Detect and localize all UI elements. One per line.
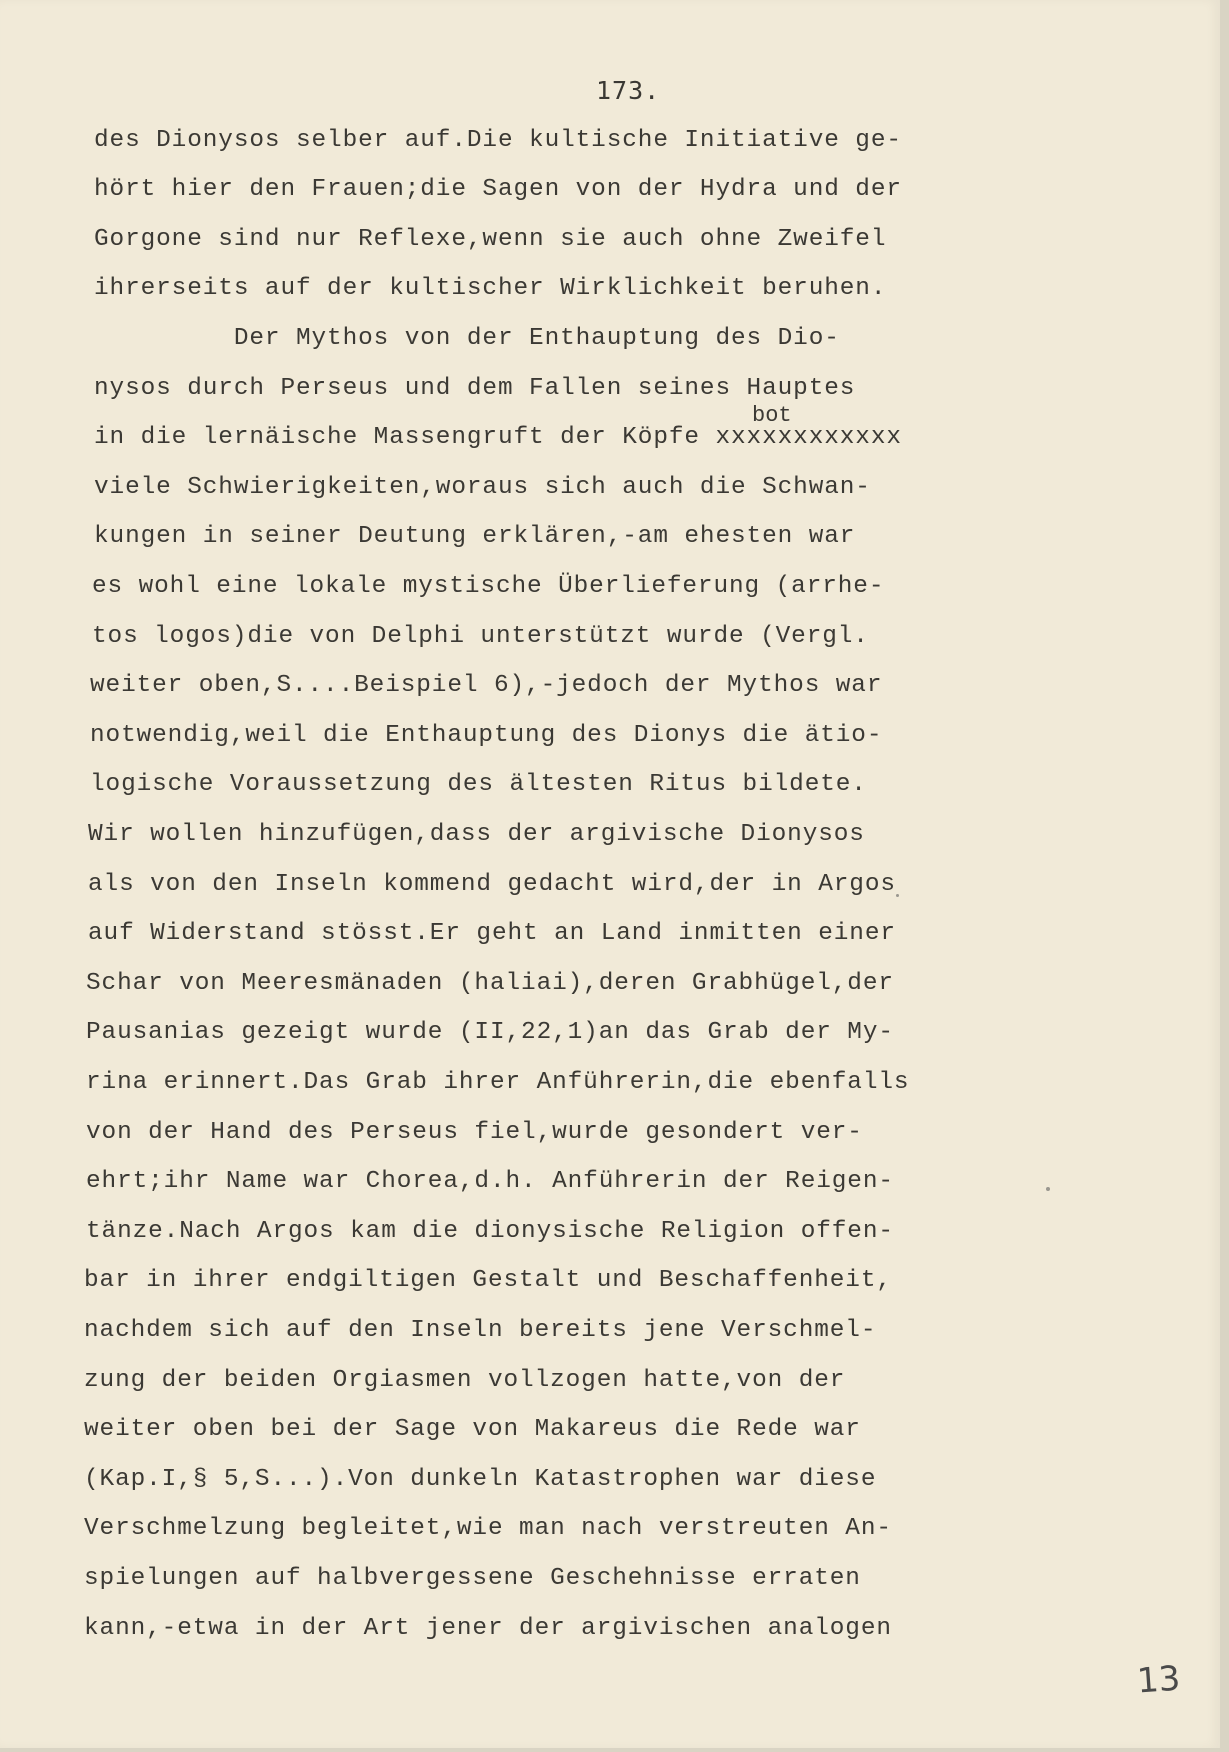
text-line: notwendig,weil die Enthauptung des Dionys die ätio-: [90, 722, 883, 749]
text-line: Verschmelzung begleitet,wie man nach verstreuten An-: [84, 1515, 892, 1542]
text-line: ehrt;ihr Name war Chorea,d.h. Anführerin der Reigen-: [86, 1168, 894, 1195]
interlinear-insert: bot: [752, 403, 792, 428]
text-line: als von den Inseln kommend gedacht wird,der in Argos: [88, 871, 896, 898]
text-line: Gorgone sind nur Reflexe,wenn sie auch ohne Zweifel: [94, 226, 887, 253]
paper-speck: [1046, 1187, 1050, 1191]
page-number: 173.: [596, 76, 661, 105]
text-line: weiter oben bei der Sage von Makareus die Rede war: [84, 1416, 861, 1443]
archive-number: 13: [1135, 1658, 1182, 1702]
text-line: rina erinnert.Das Grab ihrer Anführerin,die ebenfalls: [86, 1069, 910, 1096]
text-line: Der Mythos von der Enthauptung des Dio-: [94, 325, 840, 352]
text-line: es wohl eine lokale mystische Überlieferung (arrhe-: [92, 573, 885, 600]
text-line: Schar von Meeresmänaden (haliai),deren Grabhügel,der: [86, 970, 894, 997]
text-line: weiter oben,S....Beispiel 6),-jedoch der Mythos war: [90, 672, 883, 699]
text-line: in die lernäische Massengruft der Köpfe xxxxxxxxxxxx: [94, 424, 902, 451]
text-line: nachdem sich auf den Inseln bereits jene Verschmel-: [84, 1317, 877, 1344]
text-line: spielungen auf halbvergessene Geschehnisse erraten: [84, 1565, 861, 1592]
text-line: kungen in seiner Deutung erklären,-am ehesten war: [94, 523, 856, 550]
text-line: von der Hand des Perseus fiel,wurde gesondert ver-: [86, 1119, 863, 1146]
text-line: hört hier den Frauen;die Sagen von der Hydra und der: [94, 176, 902, 203]
text-line: nysos durch Perseus und dem Fallen seines Hauptes: [94, 375, 856, 402]
text-line: kann,-etwa in der Art jener der argivischen analogen: [84, 1615, 892, 1642]
text-line: tänze.Nach Argos kam die dionysische Religion offen-: [86, 1218, 894, 1245]
text-line: bar in ihrer endgiltigen Gestalt und Beschaffenheit,: [84, 1267, 892, 1294]
text-line: Wir wollen hinzufügen,dass der argivische Dionysos: [88, 821, 865, 848]
text-line: Pausanias gezeigt wurde (II,22,1)an das Grab der My-: [86, 1019, 894, 1046]
text-line: zung der beiden Orgiasmen vollzogen hatte,von der: [84, 1367, 846, 1394]
text-line: des Dionysos selber auf.Die kultische Initiative ge-: [94, 127, 902, 154]
text-line: auf Widerstand stösst.Er geht an Land inmitten einer: [88, 920, 896, 947]
text-line: viele Schwierigkeiten,woraus sich auch die Schwan-: [94, 474, 871, 501]
text-line: (Kap.I,§ 5,S...).Von dunkeln Katastrophen war diese: [84, 1466, 877, 1493]
paper-speck: [896, 894, 899, 897]
text-line: ihrerseits auf der kultischer Wirklichkeit beruhen.: [94, 275, 887, 302]
text-line: logische Voraussetzung des ältesten Ritus bildete.: [90, 771, 867, 798]
text-line: tos logos)die von Delphi unterstützt wurde (Vergl.: [92, 623, 869, 650]
